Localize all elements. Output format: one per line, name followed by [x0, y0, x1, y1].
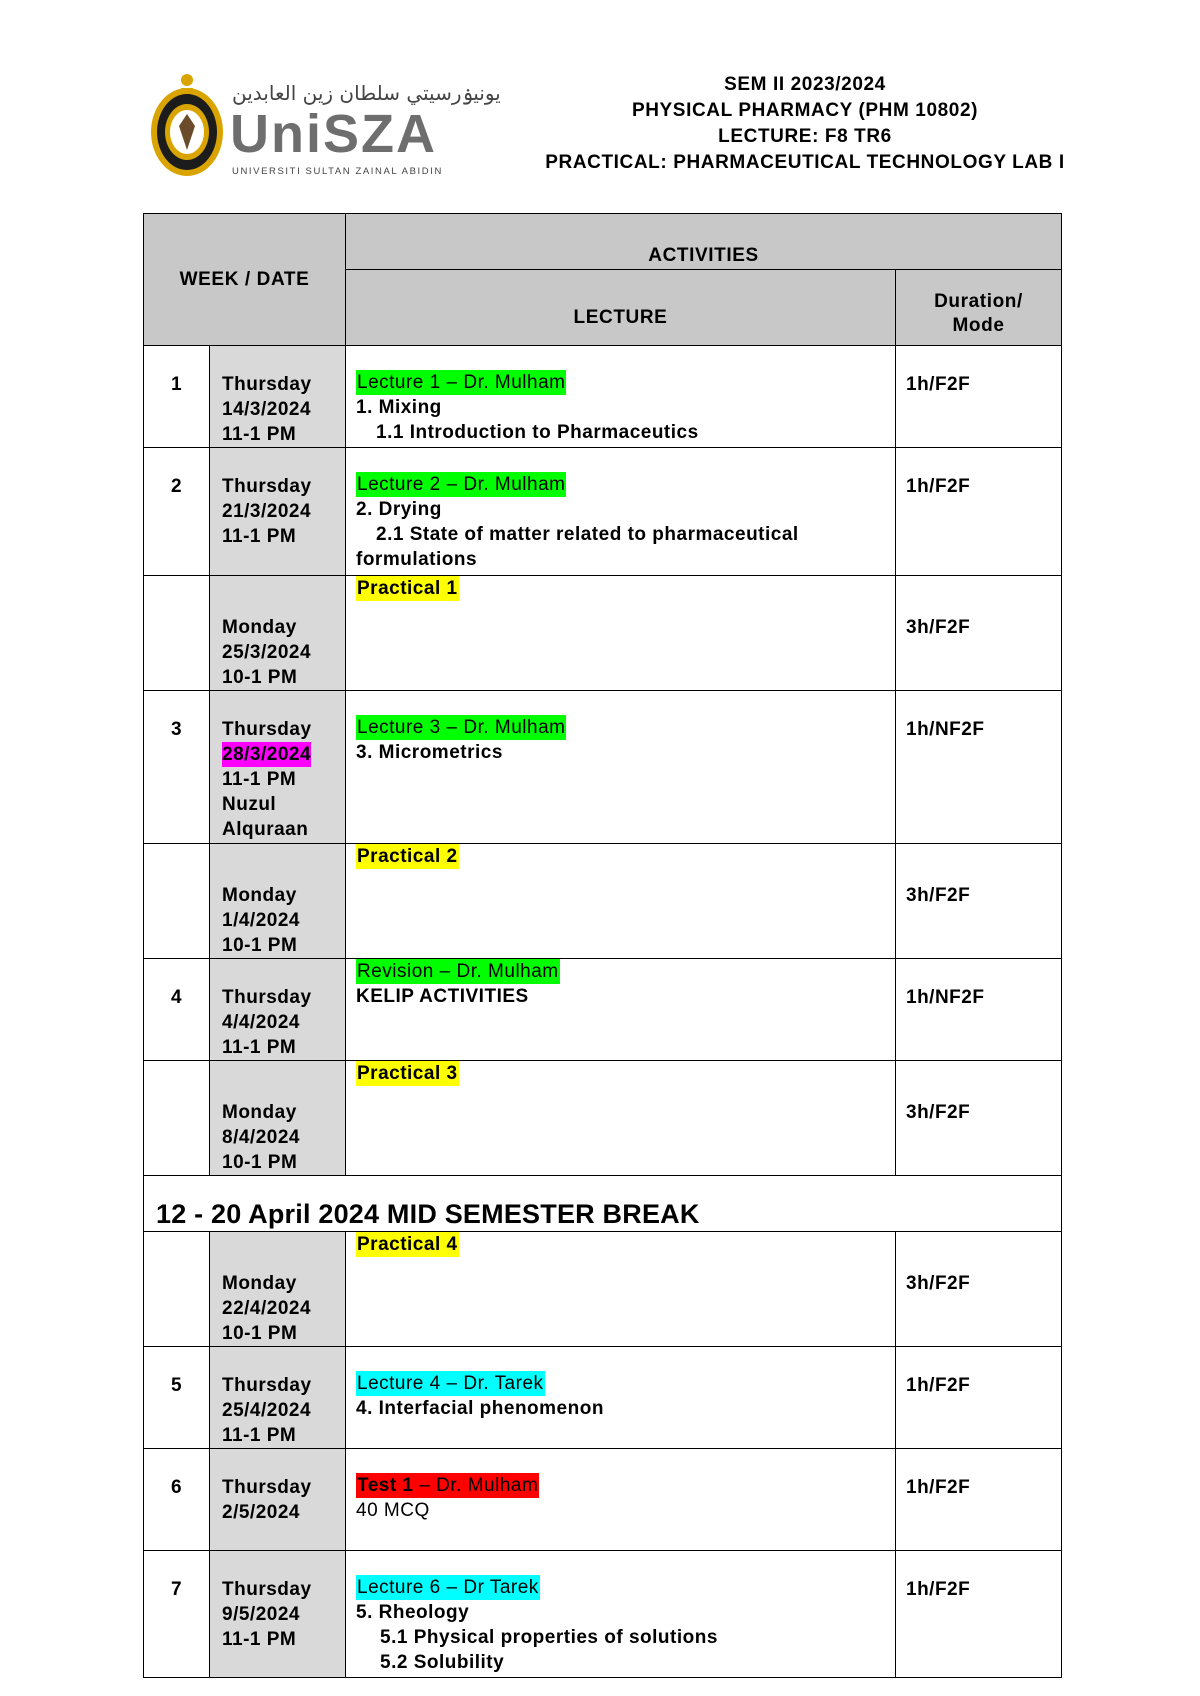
week-date-header: WEEK / DATE — [144, 214, 346, 346]
course-line: PHYSICAL PHARMACY (PHM 10802) — [631, 100, 979, 121]
day: Thursday — [222, 1477, 312, 1498]
day: Thursday — [222, 719, 312, 740]
week-number: 7 — [144, 1551, 210, 1678]
duration-mode: 1h/F2F — [896, 1551, 1062, 1678]
duration-mode: 1h/F2F — [896, 1347, 1062, 1449]
course-header — [505, 72, 1105, 176]
date-holiday-highlight: 28/3/2024 — [222, 744, 312, 765]
week-number — [144, 844, 210, 959]
date-cell — [210, 691, 346, 844]
activity-cell — [346, 346, 896, 448]
holiday-note: Alquraan — [222, 819, 309, 840]
test-title — [356, 1473, 539, 1498]
time: 11-1 PM — [222, 769, 297, 790]
day: Thursday — [222, 374, 312, 395]
table-row — [144, 1551, 1062, 1678]
logo-name: UniSZA — [230, 104, 437, 164]
semester-line: SEM II 2023/2024 — [724, 74, 886, 95]
table-row — [144, 1347, 1062, 1449]
activity-cell — [346, 1449, 896, 1551]
test-format: 40 MCQ — [356, 1500, 430, 1521]
duration-mode: 1h/F2F — [896, 448, 1062, 576]
activity-cell — [346, 1232, 896, 1347]
duration-mode: 3h/F2F — [896, 1232, 1062, 1347]
activity-cell — [346, 691, 896, 844]
date: 4/4/2024 — [222, 1012, 300, 1033]
subtopic: 1.1 Introduction to Pharmaceutics — [376, 422, 699, 443]
date: 9/5/2024 — [222, 1604, 300, 1625]
table-row — [144, 959, 1062, 1061]
week-number: 1 — [144, 346, 210, 448]
date: 22/4/2024 — [222, 1298, 312, 1319]
date: 8/4/2024 — [222, 1127, 300, 1148]
day: Thursday — [222, 1579, 312, 1600]
table-row — [144, 576, 1062, 691]
activity-cell — [346, 844, 896, 959]
activity-title: Lecture 1 – Dr. Mulham — [357, 372, 566, 393]
week-number: 6 — [144, 1449, 210, 1551]
date-cell — [210, 959, 346, 1061]
date-cell — [210, 1347, 346, 1449]
unisza-logo — [148, 70, 501, 182]
date: 25/3/2024 — [222, 642, 312, 663]
activity-cell — [346, 448, 896, 576]
mode-header-label: Mode — [952, 314, 1005, 336]
table-row — [144, 1449, 1062, 1551]
date-cell — [210, 346, 346, 448]
activity-title: Lecture 2 – Dr. Mulham — [357, 474, 566, 495]
date-cell — [210, 576, 346, 691]
week-number — [144, 1232, 210, 1347]
test-lecturer: – Dr. Mulham — [413, 1475, 539, 1496]
date: 2/5/2024 — [222, 1502, 300, 1523]
duration-mode: 3h/F2F — [896, 576, 1062, 691]
holiday-note: Nuzul — [222, 794, 277, 815]
activity-cell — [346, 1347, 896, 1449]
subtopic-continued: formulations — [356, 549, 478, 570]
practical-title: Practical 4 — [357, 1234, 458, 1255]
day: Thursday — [222, 987, 312, 1008]
duration-mode: 3h/F2F — [896, 1061, 1062, 1176]
table-row — [144, 1061, 1062, 1176]
date: 1/4/2024 — [222, 910, 300, 931]
duration-header — [896, 270, 1062, 346]
time: 11-1 PM — [222, 1037, 297, 1058]
topic: 3. Micrometrics — [356, 742, 503, 763]
duration-mode: 1h/NF2F — [896, 691, 1062, 844]
topic: 2. Drying — [356, 499, 442, 520]
date-cell — [210, 1232, 346, 1347]
activity-cell — [346, 1551, 896, 1678]
duration-header-label: Duration/ — [934, 290, 1023, 312]
lecture-line: LECTURE: F8 TR6 — [718, 126, 892, 147]
week-number: 5 — [144, 1347, 210, 1449]
week-number: 4 — [144, 959, 210, 1061]
date-cell — [210, 1061, 346, 1176]
topic: KELIP ACTIVITIES — [356, 986, 529, 1007]
date: 25/4/2024 — [222, 1400, 312, 1421]
day: Monday — [222, 1273, 297, 1294]
mid-semester-break: 12 - 20 April 2024 MID SEMESTER BREAK — [144, 1176, 1062, 1232]
subtopic: 5.2 Solubility — [380, 1652, 505, 1673]
table-row — [144, 1232, 1062, 1347]
test-label: Test 1 — [357, 1475, 414, 1496]
topic: 4. Interfacial phenomenon — [356, 1398, 604, 1419]
time: 11-1 PM — [222, 1629, 297, 1650]
day: Monday — [222, 885, 297, 906]
activity-title: Lecture 3 – Dr. Mulham — [357, 717, 566, 738]
time: 11-1 PM — [222, 1425, 297, 1446]
time: 10-1 PM — [222, 935, 298, 956]
week-number — [144, 576, 210, 691]
practical-title: Practical 1 — [357, 578, 458, 599]
date-cell — [210, 1551, 346, 1678]
lecture-header: LECTURE — [346, 270, 896, 346]
time: 10-1 PM — [222, 667, 298, 688]
day: Monday — [222, 1102, 297, 1123]
date-cell — [210, 448, 346, 576]
date-cell — [210, 844, 346, 959]
duration-mode: 1h/F2F — [896, 1449, 1062, 1551]
practical-title: Practical 3 — [357, 1063, 458, 1084]
week-number: 3 — [144, 691, 210, 844]
date-cell — [210, 1449, 346, 1551]
activity-title: Lecture 4 – Dr. Tarek — [357, 1373, 544, 1394]
activities-header: ACTIVITIES — [346, 214, 1062, 270]
logo-full-name: UNIVERSITI SULTAN ZAINAL ABIDIN — [232, 166, 443, 177]
subtopic: 2.1 State of matter related to pharmaceutical — [376, 524, 799, 545]
duration-mode: 1h/NF2F — [896, 959, 1062, 1061]
duration-mode: 1h/F2F — [896, 346, 1062, 448]
subtopic: 5.1 Physical properties of solutions — [380, 1627, 718, 1648]
table-header-row — [144, 214, 1062, 270]
time: 11-1 PM — [222, 424, 297, 445]
practical-title: Practical 2 — [357, 846, 458, 867]
activity-cell — [346, 1061, 896, 1176]
day: Thursday — [222, 1375, 312, 1396]
day: Monday — [222, 617, 297, 638]
time: 10-1 PM — [222, 1152, 298, 1173]
activity-title: Revision – Dr. Mulham — [357, 961, 559, 982]
logo-arabic-text: يونيۏرسيتي سلطان زين العابدين — [232, 81, 501, 105]
time: 11-1 PM — [222, 526, 297, 547]
table-row — [144, 346, 1062, 448]
activity-cell — [346, 576, 896, 691]
time: 10-1 PM — [222, 1323, 298, 1344]
week-number — [144, 1061, 210, 1176]
duration-mode: 3h/F2F — [896, 844, 1062, 959]
table-row — [144, 844, 1062, 959]
crest-emblem — [151, 74, 223, 176]
schedule-table — [143, 213, 1062, 1678]
week-number: 2 — [144, 448, 210, 576]
practical-line: PRACTICAL: PHARMACEUTICAL TECHNOLOGY LAB I — [545, 152, 1065, 173]
activity-title: Lecture 6 – Dr Tarek — [357, 1577, 539, 1598]
table-row — [144, 691, 1062, 844]
table-row — [144, 448, 1062, 576]
topic: 1. Mixing — [356, 397, 442, 418]
day: Thursday — [222, 476, 312, 497]
break-row — [144, 1176, 1062, 1232]
date: 14/3/2024 — [222, 399, 312, 420]
activity-cell — [346, 959, 896, 1061]
topic: 5. Rheology — [356, 1602, 470, 1623]
date: 21/3/2024 — [222, 501, 312, 522]
